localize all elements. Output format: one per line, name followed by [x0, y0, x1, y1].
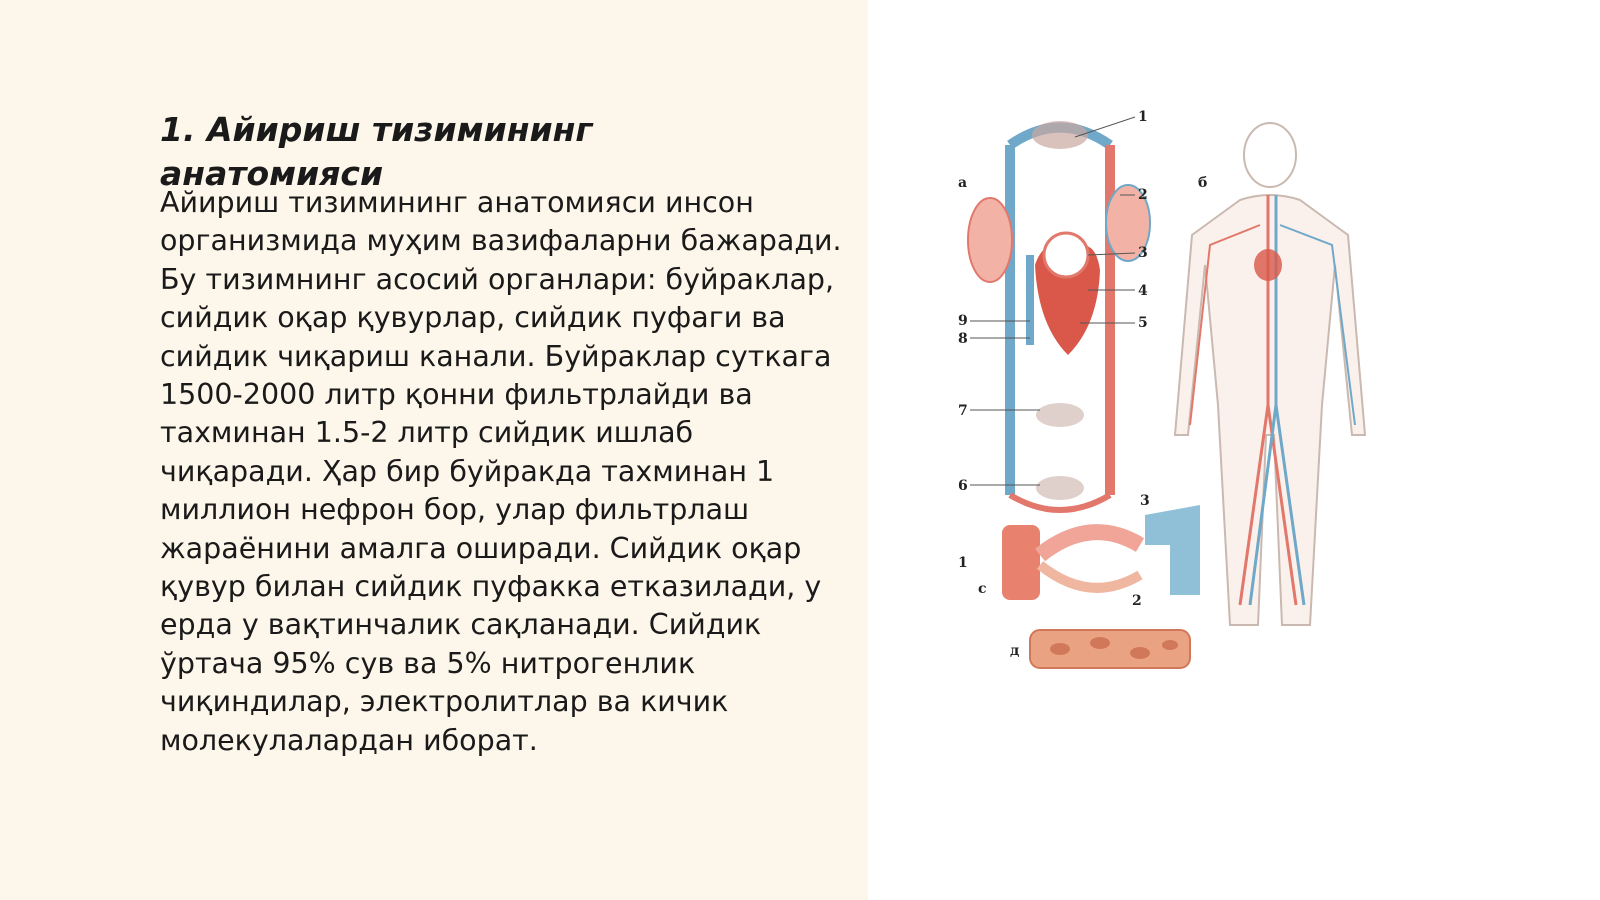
label-6: 6	[958, 478, 968, 494]
label-1: 1	[1138, 109, 1148, 125]
slide-title: 1. Айириш тизимининг анатомияси	[160, 110, 593, 193]
panel-label-a: а	[958, 175, 968, 191]
human-body-vessels	[1175, 123, 1365, 625]
vessel-wall-diagram	[1010, 630, 1190, 668]
panel-label-d: д	[1010, 643, 1020, 659]
label-2: 2	[1138, 187, 1148, 203]
capillary-label-1: 1	[958, 555, 968, 571]
panel-label-c: с	[978, 581, 987, 597]
label-5: 5	[1138, 315, 1148, 331]
label-8: 8	[958, 331, 968, 347]
slide-body-text: Айириш тизимининг анатомияси инсон организмида муҳим вазифаларни бажаради. Бу тизимнинг асосий органлари: буйраклар, сийдик оқар қувурлар, сийдик пуфаги ва сийдик чиқариш канали. Буйраклар суткага 1500-2000 литр қонни фильтрлайди ва тахминан 1.5-2 литр сийдик ишлаб чиқаради. Ҳар бир буйракда тахминан 1 миллион нефрон бор, улар фильтрлаш жараёнини амалга оширади. Сийдик оқар қувур билан сийдик пуфакка етказилади, у ерда у вақтинчалик сақланади. Сийдик ўртача 95% сув ва 5% нитрогенлик чиқиндилар, электролитлар ва кичик молекулалардан иборат.	[160, 186, 842, 757]
capillary-label-3: 3	[1140, 493, 1150, 509]
label-9: 9	[958, 313, 968, 329]
label-4: 4	[1138, 283, 1148, 299]
capillary-label-2: 2	[1132, 593, 1142, 609]
label-7: 7	[958, 403, 968, 419]
label-3: 3	[1138, 245, 1148, 261]
circulation-diagram	[958, 109, 1150, 510]
panel-label-b: б	[1198, 175, 1208, 191]
circulatory-system-illustration	[958, 105, 1410, 695]
